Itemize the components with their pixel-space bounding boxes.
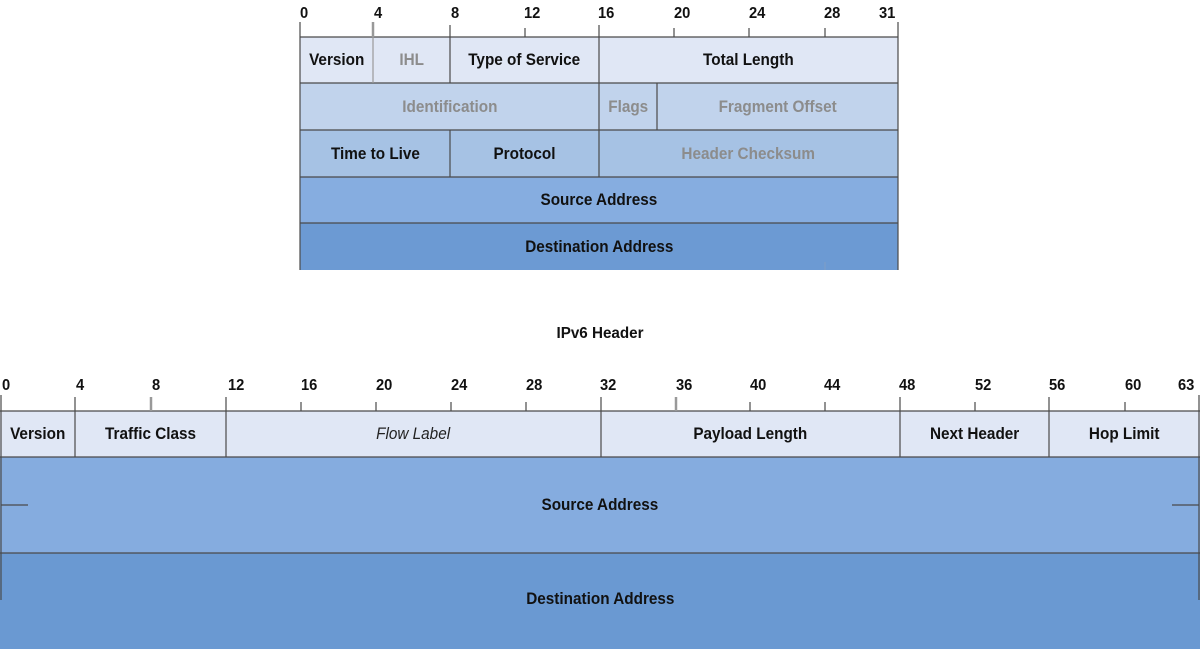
ipv4-tick-label: 0 [300,5,309,22]
ipv6-field-label: Traffic Class [104,424,196,443]
ipv6-tick-label: 8 [152,377,161,394]
ipv6-title: IPv6 Header [556,325,644,342]
ipv6-field-label: Payload Length [693,424,808,443]
ipv4-field-label: Version [308,50,365,69]
ipv6-tick-label: 60 [1125,377,1142,394]
ipv6-tick-label: 36 [676,377,693,394]
ipv4-field-label: Source Address [540,190,658,209]
ipv4-tick-label: 24 [749,5,766,22]
ipv4-field-label: Header Checksum [681,143,816,163]
ipv4-tick-label: 31 [879,5,896,22]
ipv6-tick-label: 48 [899,377,916,394]
ipv6-field-label: Hop Limit [1089,424,1160,443]
ipv6-tick-label: 4 [76,377,85,394]
ipv6-tick-label: 0 [2,377,11,394]
ipv4-field-label: Fragment Offset [718,96,837,116]
ipv6-tick-label: 24 [451,377,468,394]
ipv4-field-label: Destination Address [524,236,674,256]
ipv6-tick-label: 20 [376,377,393,394]
ipv4-tick-label: 12 [524,5,541,22]
ipv4-field-label: Type of Service [468,50,581,69]
ipv4-field-label: Time to Live [330,143,420,163]
ipv4-field-label: Identification [401,96,498,116]
ipv6-tick-label: 56 [1049,377,1066,394]
ipv6-field-label: Version [9,424,66,443]
ipv6-tick-label: 40 [750,377,767,394]
ipv6-field-label: Source Address [541,495,659,514]
ipv6-field-label: Flow Label [376,424,451,443]
ipv4-field-label: Protocol [493,143,556,163]
ipv4-tick-label: 8 [451,5,460,22]
ipv6-tick-label: 63 [1178,377,1195,394]
ipv4-field-label: Total Length [703,50,794,69]
ipv6-tick-label: 32 [600,377,617,394]
ipv6-field-label: Destination Address [525,589,675,608]
ipv6-tick-label: 12 [228,377,245,394]
ipv4-field-label: IHL [399,50,424,69]
ipv4-field-label: Flags [608,96,648,116]
ipv4-tick-label: 4 [374,5,383,22]
ipv6-field-label: Next Header [929,424,1020,443]
ipv6-tick-label: 28 [526,377,543,394]
ipv6-tick-label: 16 [301,377,318,394]
ipv4-tick-label: 20 [674,5,691,22]
ipv6-tick-label: 52 [975,377,992,394]
ipv4-tick-label: 28 [824,5,841,22]
ipv6-tick-label: 44 [824,377,841,394]
ipv4-tick-label: 16 [598,5,615,22]
